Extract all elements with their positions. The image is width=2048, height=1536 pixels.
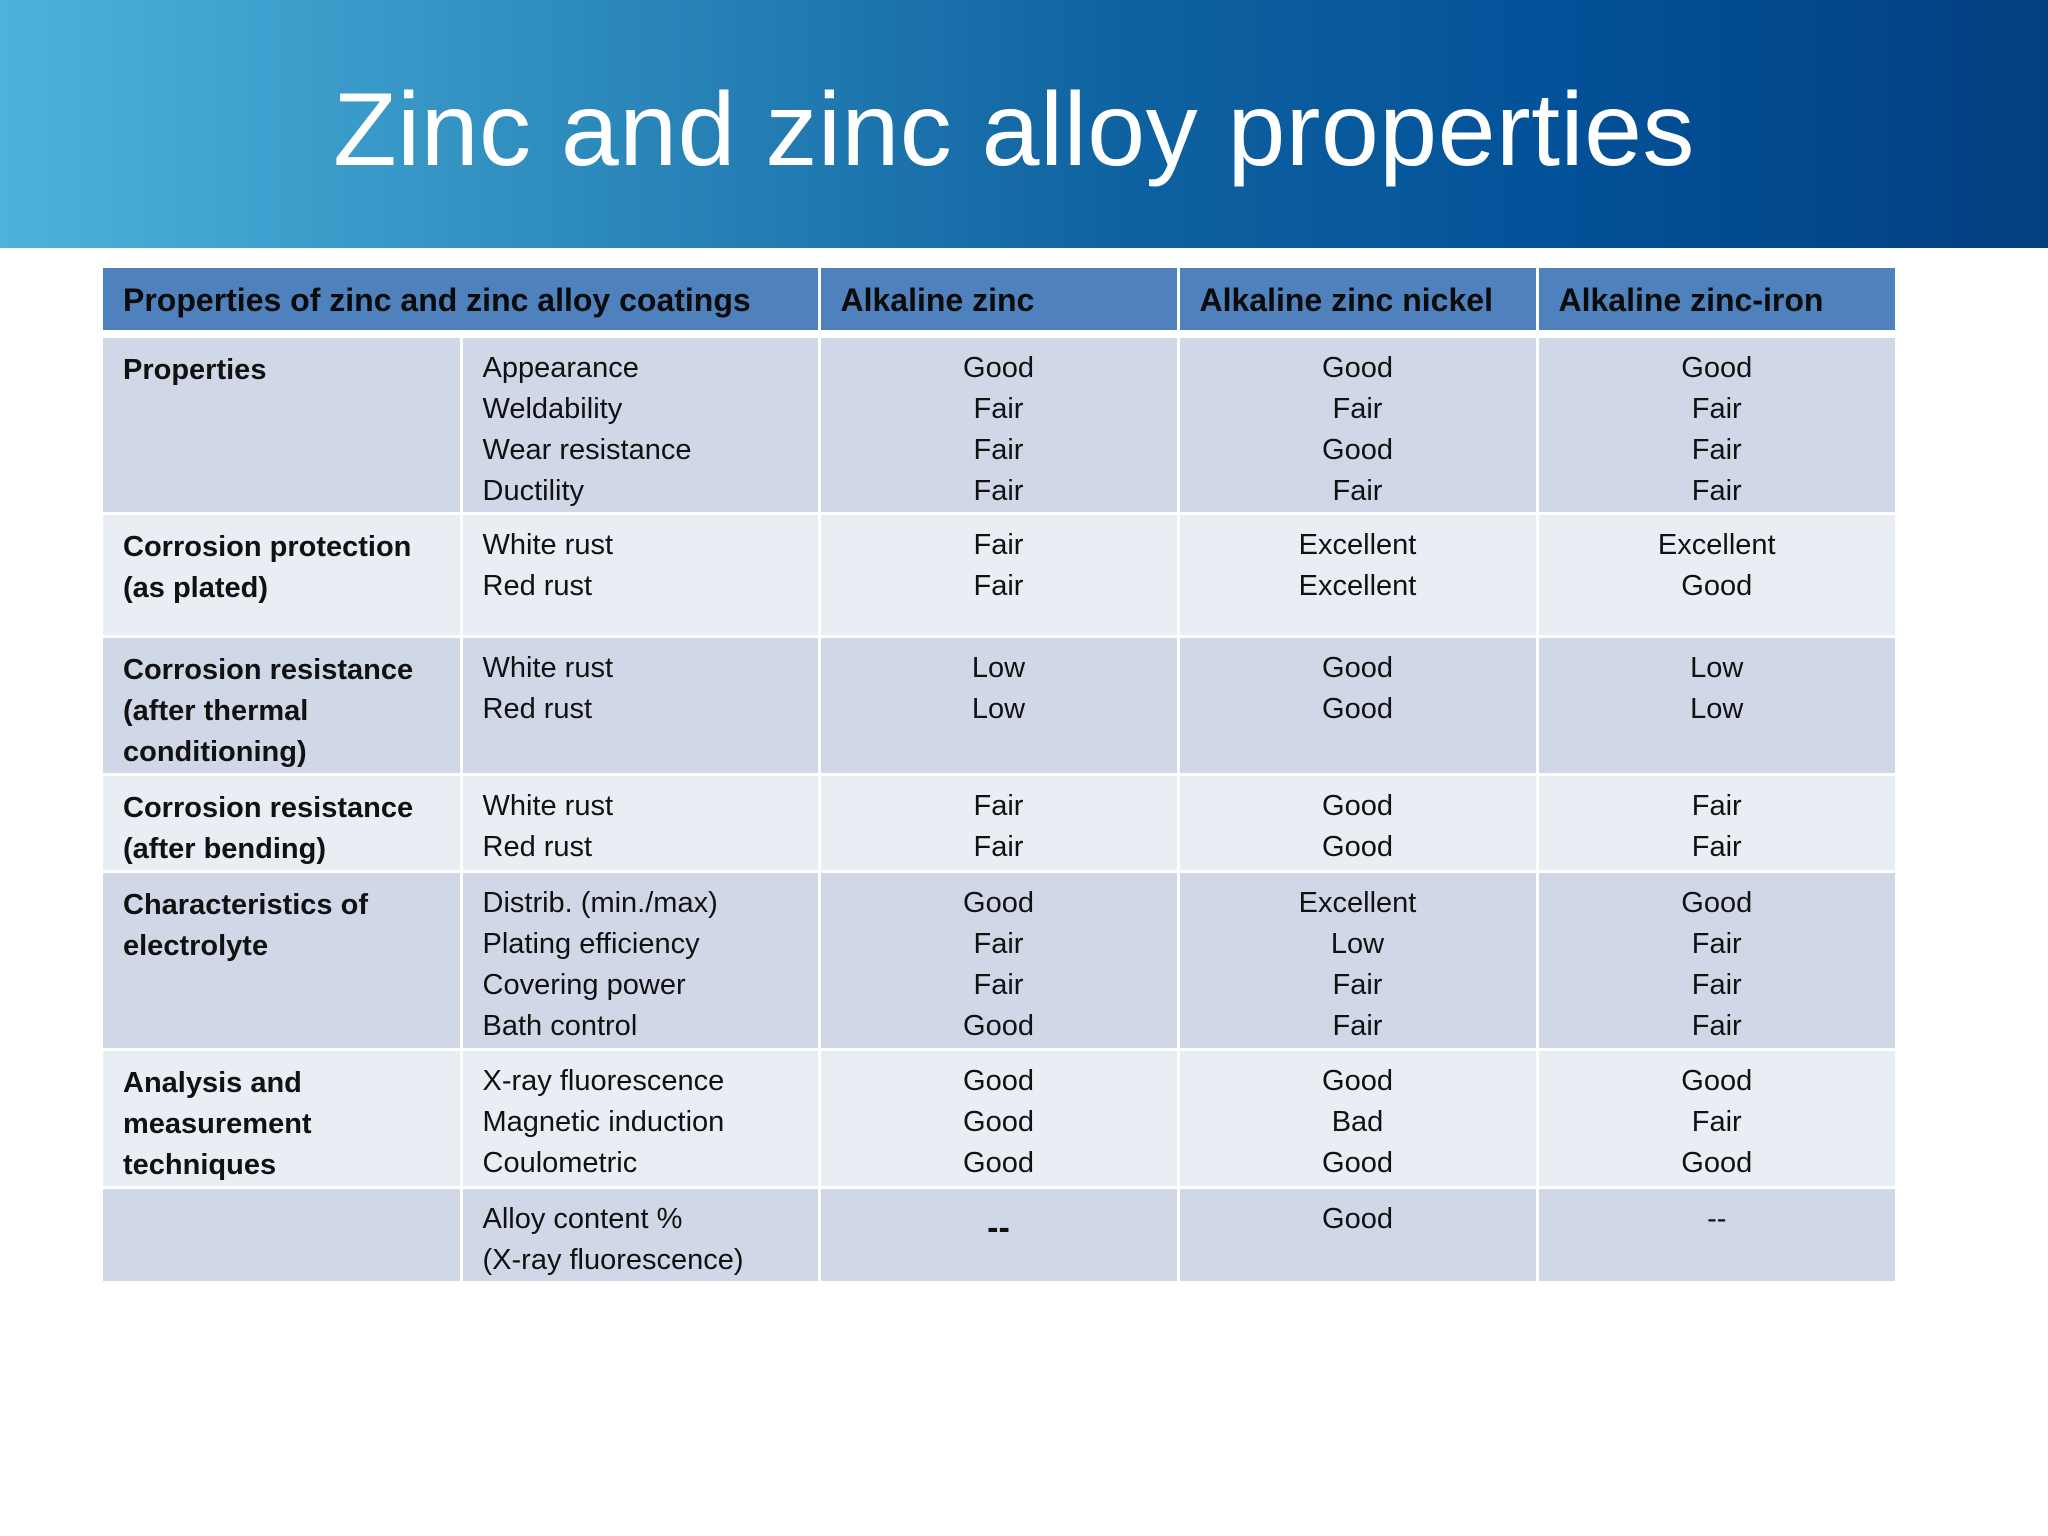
rating-value: Good: [1681, 570, 1753, 602]
rating-value: Good: [1681, 1147, 1753, 1179]
rating-value: Fair: [1332, 1010, 1383, 1042]
property-name: Wear resistance: [482, 434, 692, 466]
row-group-label: [103, 637, 461, 775]
rating-value: Fair: [973, 529, 1024, 561]
alkaline-zinc-iron-values: [1537, 514, 1895, 637]
title-banner: [0, 0, 2048, 248]
alkaline-zinc-nickel-values: [1178, 872, 1537, 1050]
alkaline-zinc-values: [819, 775, 1178, 872]
row-group-label: [103, 1050, 461, 1188]
property-name: White rust: [482, 790, 614, 822]
group-label-line: Corrosion protection: [123, 531, 412, 563]
header-alkaline-zinc: Alkaline zinc: [819, 268, 1178, 334]
property-name: Alloy content %: [482, 1203, 683, 1235]
rating-value: Fair: [1332, 969, 1383, 1001]
table-header-row: [103, 268, 1895, 334]
table-row: [103, 334, 1895, 514]
table-row: [103, 514, 1895, 637]
property-names-cell: [461, 1188, 819, 1283]
rating-value: Excellent: [1298, 529, 1417, 561]
rating-value: Fair: [973, 393, 1024, 425]
property-name: White rust: [482, 529, 614, 561]
rating-value: Fair: [973, 928, 1024, 960]
rating-value: Bad: [1331, 1106, 1384, 1138]
property-name: Bath control: [482, 1010, 638, 1042]
property-name: Ductility: [482, 475, 585, 507]
table-row: [103, 775, 1895, 872]
row-group-label: [103, 775, 461, 872]
row-group-label: [103, 334, 461, 514]
group-label-line: measurement: [123, 1108, 312, 1140]
alkaline-zinc-iron-values: [1537, 1050, 1895, 1188]
rating-value: Fair: [973, 969, 1024, 1001]
group-label-line: conditioning): [123, 736, 307, 768]
property-names-cell: [461, 637, 819, 775]
property-name: Coulometric: [482, 1147, 638, 1179]
row-group-label: [103, 514, 461, 637]
alkaline-zinc-iron-values: [1537, 637, 1895, 775]
rating-value: --: [1707, 1203, 1727, 1235]
property-name: Red rust: [482, 831, 593, 863]
rating-value: Fair: [1691, 475, 1742, 507]
property-name: Plating efficiency: [482, 928, 700, 960]
rating-value: Good: [1322, 652, 1393, 684]
table-row: [103, 637, 1895, 775]
property-names-cell: [461, 775, 819, 872]
rating-value: Low: [1690, 652, 1744, 684]
row-group-label-empty: [103, 1188, 461, 1283]
group-label-line: Characteristics of: [123, 889, 368, 921]
rating-value: Good: [963, 1065, 1034, 1097]
alkaline-zinc-nickel-values: [1178, 334, 1537, 514]
header-properties-of-coatings: Properties of zinc and zinc alloy coatings: [103, 268, 819, 334]
alkaline-zinc-nickel-values: [1178, 637, 1537, 775]
properties-table: [103, 268, 1895, 1284]
rating-value: Fair: [1332, 393, 1383, 425]
rating-value: Fair: [973, 831, 1024, 863]
rating-value: Fair: [1691, 969, 1742, 1001]
rating-value: Fair: [1691, 928, 1742, 960]
alkaline-zinc-nickel-values: [1178, 1050, 1537, 1188]
alkaline-zinc-iron-values: [1537, 775, 1895, 872]
rating-value: --: [987, 1209, 1010, 1247]
group-label-line: (after thermal: [123, 695, 309, 727]
rating-value: Good: [1322, 831, 1393, 863]
rating-value: Fair: [1691, 831, 1742, 863]
rating-value: Good: [1322, 434, 1393, 466]
alkaline-zinc-iron-values: [1537, 872, 1895, 1050]
rating-value: Fair: [973, 570, 1024, 602]
rating-value: Fair: [1691, 1106, 1742, 1138]
alkaline-zinc-nickel-values: [1178, 775, 1537, 872]
property-name: X-ray fluorescence: [482, 1065, 725, 1097]
property-name: Distrib. (min./max): [482, 887, 718, 919]
rating-value: Good: [963, 1106, 1034, 1138]
rating-value: Good: [1322, 1203, 1393, 1235]
property-name: Covering power: [482, 969, 686, 1001]
group-label-line: Corrosion resistance: [123, 654, 414, 686]
rating-value: Good: [963, 352, 1034, 384]
property-name: Weldability: [482, 393, 623, 425]
property-name: Magnetic induction: [482, 1106, 725, 1138]
group-label-line: (as plated): [123, 572, 269, 604]
table-row: [103, 1188, 1895, 1283]
group-label-line: techniques: [123, 1149, 277, 1181]
rating-value: Excellent: [1298, 887, 1417, 919]
property-name: (X-ray fluorescence): [482, 1244, 744, 1276]
alkaline-zinc-nickel-values: [1178, 1188, 1537, 1283]
rating-value: Low: [971, 693, 1026, 725]
alkaline-zinc-values: [819, 514, 1178, 637]
alkaline-zinc-values: [819, 872, 1178, 1050]
header-alkaline-zinc-iron: Alkaline zinc-iron: [1537, 268, 1895, 334]
rating-value: Excellent: [1657, 529, 1776, 561]
rating-value: Fair: [973, 434, 1024, 466]
alkaline-zinc-values: [819, 1188, 1178, 1283]
rating-value: Fair: [1691, 1010, 1742, 1042]
row-group-label: [103, 872, 461, 1050]
table-row: [103, 1050, 1895, 1188]
group-label-line: Properties: [123, 354, 267, 386]
group-label-line: Analysis and: [123, 1067, 302, 1099]
property-name: White rust: [482, 652, 614, 684]
rating-value: Good: [1322, 693, 1393, 725]
rating-value: Fair: [1691, 434, 1742, 466]
alkaline-zinc-iron-values: [1537, 334, 1895, 514]
rating-value: Fair: [973, 475, 1024, 507]
property-names-cell: [461, 514, 819, 637]
rating-value: Good: [963, 1147, 1034, 1179]
alkaline-zinc-nickel-values: [1178, 514, 1537, 637]
rating-value: Low: [1330, 928, 1385, 960]
rating-value: Good: [1322, 1147, 1393, 1179]
rating-value: Good: [1322, 352, 1393, 384]
group-label-line: electrolyte: [123, 930, 269, 962]
alkaline-zinc-values: [819, 637, 1178, 775]
property-name: Appearance: [482, 352, 639, 384]
rating-value: Good: [1681, 887, 1753, 919]
rating-value: Good: [963, 887, 1034, 919]
property-name: Red rust: [482, 570, 593, 602]
property-names-cell: [461, 334, 819, 514]
rating-value: Good: [1681, 352, 1753, 384]
rating-value: Low: [1690, 693, 1744, 725]
rating-value: Low: [971, 652, 1026, 684]
rating-value: Good: [1322, 790, 1393, 822]
alkaline-zinc-values: [819, 1050, 1178, 1188]
rating-value: Good: [1681, 1065, 1753, 1097]
rating-value: Good: [963, 1010, 1034, 1042]
property-name: Red rust: [482, 693, 593, 725]
alkaline-zinc-iron-values: [1537, 1188, 1895, 1283]
group-label-line: Corrosion resistance: [123, 792, 414, 824]
rating-value: Fair: [973, 790, 1024, 822]
slide-title: Zinc and zinc alloy properties: [333, 72, 1695, 188]
group-label-line: (after bending): [123, 833, 326, 865]
rating-value: Fair: [1332, 475, 1383, 507]
rating-value: Fair: [1691, 790, 1742, 822]
alkaline-zinc-values: [819, 334, 1178, 514]
rating-value: Fair: [1691, 393, 1742, 425]
rating-value: Good: [1322, 1065, 1393, 1097]
property-names-cell: [461, 872, 819, 1050]
header-alkaline-zinc-nickel: Alkaline zinc nickel: [1178, 268, 1537, 334]
property-names-cell: [461, 1050, 819, 1188]
rating-value: Excellent: [1298, 570, 1417, 602]
table-row: [103, 872, 1895, 1050]
